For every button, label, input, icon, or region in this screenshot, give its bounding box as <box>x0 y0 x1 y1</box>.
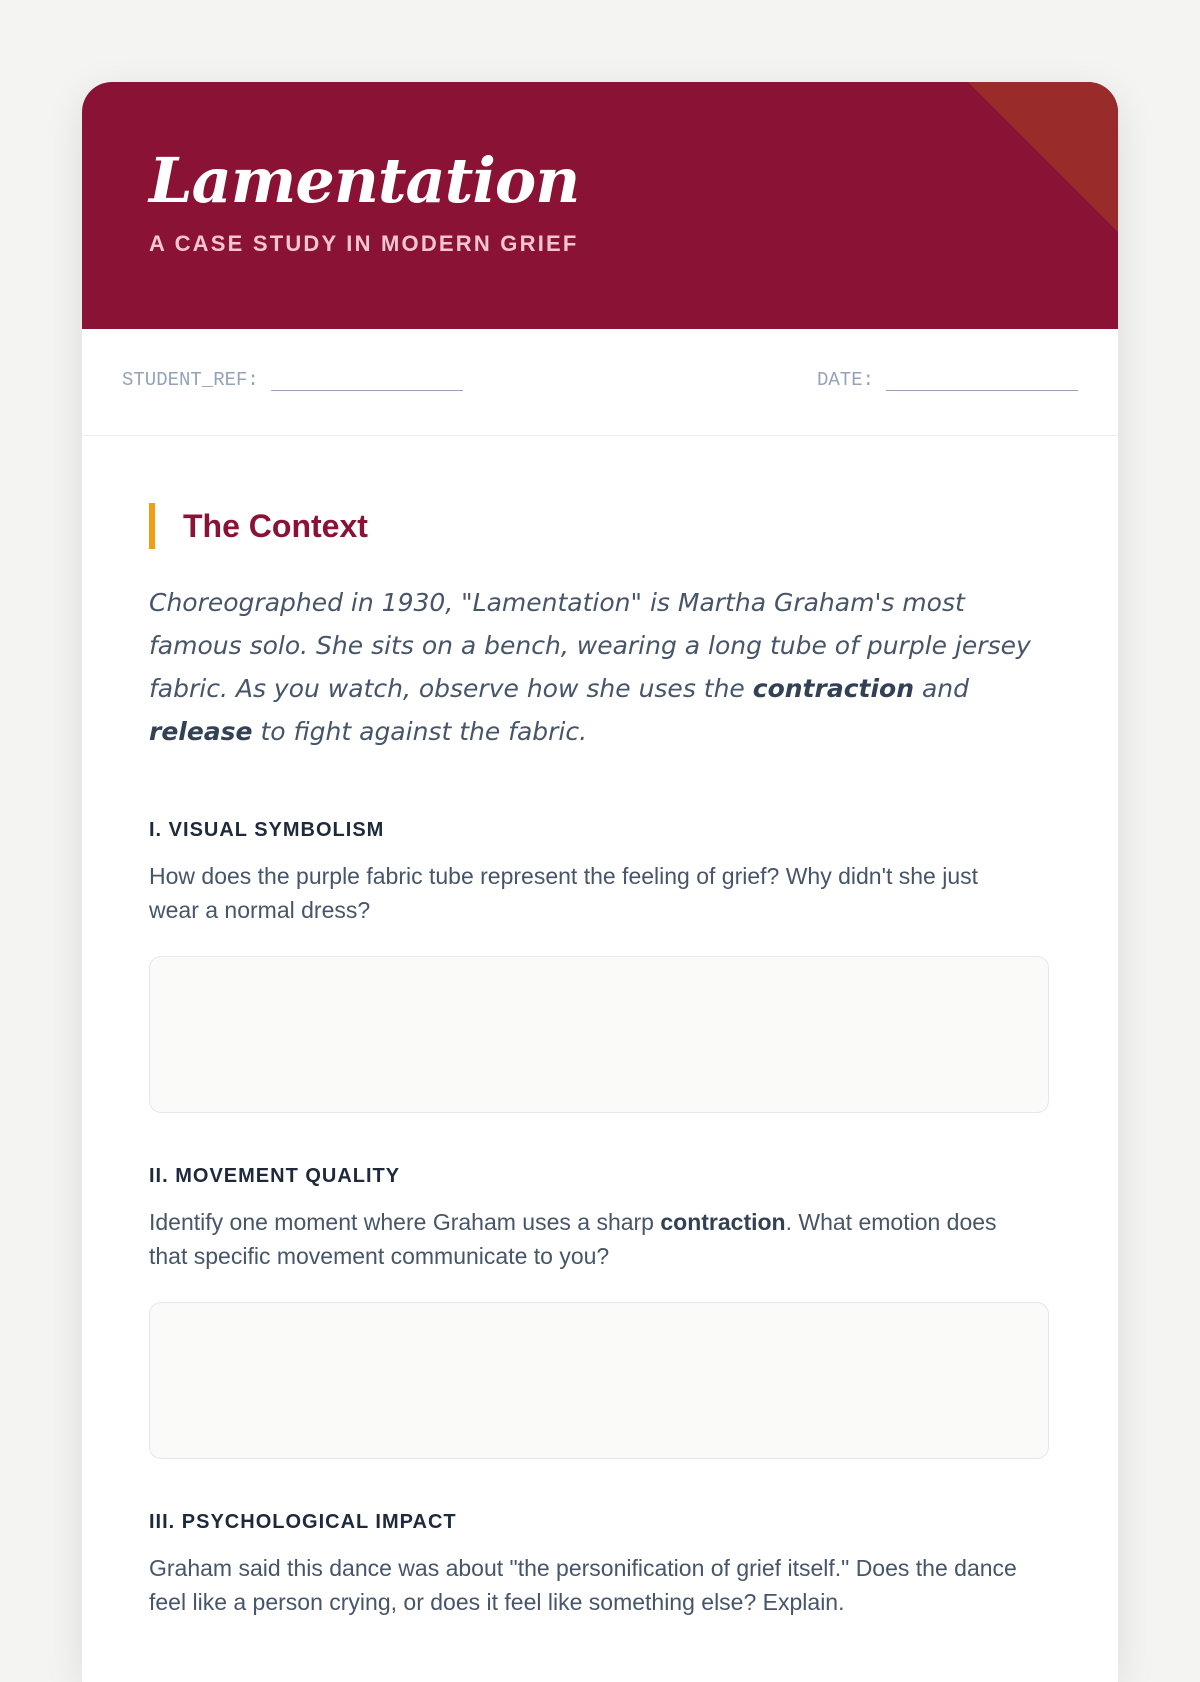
question-2-text <box>149 1205 1029 1273</box>
question-2-answer-box[interactable] <box>149 1302 1049 1459</box>
question-2-label: II. MOVEMENT QUALITY <box>149 1165 401 1187</box>
question-2-text-bold: contraction <box>660 1209 786 1235</box>
context-intro <box>149 581 1049 753</box>
context-heading <box>149 503 368 549</box>
question-1-answer-box[interactable] <box>149 956 1049 1113</box>
intro-bold-contraction: contraction <box>752 674 915 703</box>
question-3-text: Graham said this dance was about "the personification of grief itself." Does the dance feel like a person crying, or does it feel like something else? Explain. <box>149 1555 1017 1615</box>
meta-row <box>82 329 1118 436</box>
worksheet-card <box>82 82 1118 1682</box>
question-2-text-after: . What emotion does that specific movement communicate to you? <box>149 1209 997 1269</box>
page-subtitle: A CASE STUDY IN MODERN GRIEF <box>149 231 579 256</box>
question-1-text: How does the purple fabric tube represent the feeling of grief? Why didn't she just wear a normal dress? <box>149 863 979 923</box>
question-1-label: I. VISUAL SYMBOLISM <box>149 819 385 841</box>
student-ref-label: STUDENT_REF: <box>122 369 259 391</box>
student-ref-blank[interactable] <box>271 376 463 391</box>
question-2-text-before: Identify one moment where Graham uses a sharp <box>149 1209 661 1235</box>
page-title: Lamentation <box>149 144 580 217</box>
date-blank[interactable] <box>886 376 1078 391</box>
intro-text-2: and <box>914 674 970 703</box>
date-field <box>817 369 1078 391</box>
corner-accent <box>968 82 1118 232</box>
intro-bold-release: release <box>149 717 253 746</box>
section-accent-bar <box>149 503 155 549</box>
date-label: DATE: <box>816 369 874 391</box>
question-3-label: III. PSYCHOLOGICAL IMPACT <box>149 1511 457 1533</box>
student-ref-field <box>122 369 463 391</box>
intro-text-3: to fight against the fabric. <box>252 717 588 746</box>
intro-text-1: Choreographed in 1930, "Lamentation" is Martha Graham's most famous solo. She sits on a bench, wearing a long tube of purple jersey fabric. As you watch, observe how she uses the <box>149 588 1031 703</box>
section-title: The Context <box>183 507 368 544</box>
worksheet-header <box>82 82 1118 329</box>
